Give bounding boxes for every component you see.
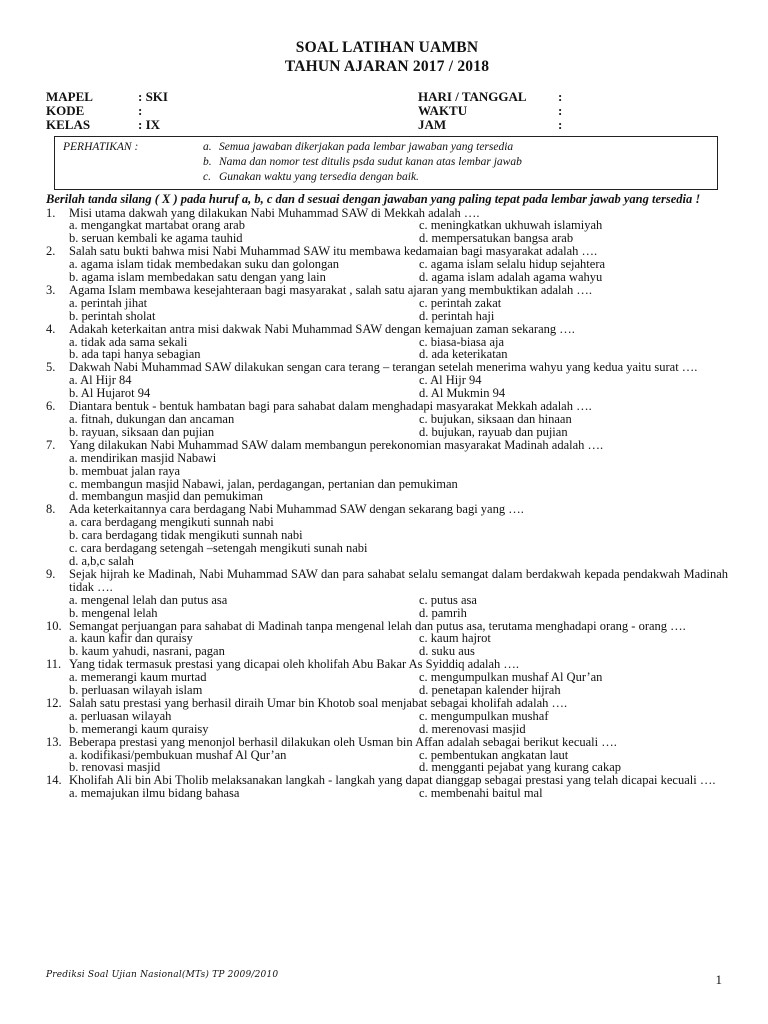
option-list [69,219,728,245]
notice-item [203,170,522,185]
notice-letter: b. [203,156,212,168]
notice-list [203,140,522,185]
question-text: Kholifah Ali bin Abi Tholib melaksanakan langkah - langkah yang dapat dianggap sebagai prestasi yang telah dicapai kecuali …. [69,773,716,788]
info-value: : [558,117,563,132]
question-text: Yang tidak termasuk prestasi yang dicapai oleh kholifah Abu Bakar As Syiddiq adalah …. [69,657,520,672]
answer-option: a. kodifikasi/pembukuan mushaf Al Qur’an [69,747,287,762]
question-number: 12. [46,695,62,710]
question-number: 10. [46,618,62,633]
info-value: : IX [138,117,161,132]
option-list [69,787,728,800]
question-text: Diantara bentuk - bentuk hambatan bagi para sahabat dalam menghadapi masyarakat Mekkah adalah …. [69,399,592,414]
question [46,774,728,800]
answer-option: b. agama islam membedakan satu dengan yang lain [69,270,326,285]
info-label: MAPEL [46,89,93,104]
question [46,400,728,439]
notice-letter: a. [203,141,212,153]
question-number: 7. [46,437,56,452]
info-row [46,118,728,132]
question [46,245,728,284]
answer-option: d. membangun masjid dan pemukiman [69,489,264,504]
answer-option: d. a,b,c salah [69,553,134,568]
question-text: Sejak hijrah ke Madinah, Nabi Muhammad SAW dan para sahabat selalu semangat dalam berdakwah kepada pendakwah Madinah tidak …. [69,566,728,594]
answer-option: c. agama islam selalu hidup sejahtera [419,257,606,272]
option-list [69,336,728,362]
question-body [69,400,728,439]
question-body [69,697,728,736]
answer-option: d. perintah haji [419,308,495,323]
answer-option: d. penetapan kalender hijrah [419,683,561,698]
question-number: 13. [46,734,62,749]
question-number: 14. [46,773,62,788]
answer-option: a. agama islam tidak membedakan suku dan golongan [69,257,340,272]
question-body [69,503,728,568]
answer-option: d. bujukan, rayuab dan pujian [419,424,568,439]
answer-option: a. mengenal lelah dan putus asa [69,592,228,607]
answer-option: a. cara berdagang mengikuti sunnah nabi [69,515,274,530]
answer-option: c. kaum hajrot [419,631,491,646]
notice-letter: c. [203,171,211,183]
option-list [69,374,728,400]
answer-option: b. Al Hujarot 94 [69,386,151,401]
info-row [46,104,728,118]
notice-text: Nama dan nomor test ditulis psda sudut kanan atas lembar jawab [219,156,522,168]
question-number: 11. [46,657,62,672]
question-text: Dakwah Nabi Muhammad SAW dilakukan sengan cara terang – terangan setelah menerima wahyu yang kedua yaitu surat …. [69,360,698,375]
question [46,620,728,659]
option-list [69,710,728,736]
question-text: Yang dilakukan Nabi Muhammad SAW dalam membangun perekonomian masyarakat Madinah adalah …. [69,437,604,452]
page-number: 1 [715,972,722,987]
info-value: : [558,89,563,104]
answer-option: c. bujukan, siksaan dan hinaan [419,412,572,426]
question-number: 3. [46,282,56,297]
answer-option: c. perintah zakat [419,295,502,310]
question [46,323,728,362]
info-left [46,90,418,104]
footer-caption: Prediksi Soal Ujian Nasional(MTs) TP 2009/2010 [46,970,279,980]
question-body [69,361,728,400]
question-number: 9. [46,566,56,581]
exam-title [46,38,728,76]
option-list [69,671,728,697]
question-text: Semangat perjuangan para sahabat di Madinah tanpa mengenal lelah dan putus asa, terutama menghadapi orang - orang …. [69,618,686,633]
answer-option: b. perluasan wilayah islam [69,683,203,698]
question [46,736,728,775]
question-body [69,568,728,620]
question-body [69,620,728,659]
question-body [69,207,728,246]
question-number: 8. [46,502,56,517]
question-text: Salah satu bukti bahwa misi Nabi Muhammad SAW itu membawa kedamaian bagi masyarakat adalah …. [69,244,598,259]
question-text: Ada keterkaitannya cara berdagang Nabi Muhammad SAW dengan sekarang bagi yang …. [69,502,524,517]
question-number: 5. [46,360,56,375]
question-body [69,284,728,323]
title-line-1: SOAL LATIHAN UAMBN [295,39,479,56]
answer-option: d. suku aus [419,644,475,659]
option-list [69,516,728,568]
question-number: 6. [46,399,56,414]
info-right [418,118,562,132]
question-number: 2. [46,244,56,259]
answer-option: b. memerangi kaum quraisy [69,721,209,736]
answer-option: a. memajukan ilmu bidang bahasa [69,786,240,801]
answer-option: a. Al Hijr 84 [69,373,132,388]
answer-option: a. tidak ada sama sekali [69,334,188,349]
info-right [418,90,562,104]
info-label: HARI / TANGGAL [418,89,527,104]
option-list [69,452,728,504]
answer-option: b. perintah sholat [69,308,156,323]
answer-option: c. membangun masjid Nabawi, jalan, perdagangan, pertanian dan pemukiman [69,476,458,491]
answer-option: c. cara berdagang setengah –setengah mengikuti sunah nabi [69,541,368,556]
answer-option: c. mengumpulkan mushaf [419,708,549,723]
answer-option: b. rayuan, siksaan dan pujian [69,424,215,439]
option-list [69,413,728,439]
question-number: 1. [46,205,56,220]
notice-heading: PERHATIKAN : [63,141,139,153]
answer-option: d. ada keterikatan [419,347,508,362]
question-text: Salah satu prestasi yang berhasil diraih Umar bin Khotob soal menjabat sebagai kholifah adalah …. [69,695,568,710]
question-body [69,323,728,362]
answer-option: d. mempersatukan bangsa arab [419,231,574,246]
question-body [69,439,728,504]
answer-option: a. perintah jihat [69,295,148,310]
option-list [69,258,728,284]
answer-option: b. kaum yahudi, nasrani, pagan [69,644,225,659]
notice-item [203,155,522,170]
answer-option: a. mengangkat martabat orang arab [69,218,245,233]
answer-option: a. kaun kafir dan quraisy [69,631,193,646]
answer-option: b. seruan kembali ke agama tauhid [69,231,243,246]
info-left [46,104,418,118]
question [46,697,728,736]
info-value: : [558,103,563,118]
answer-option: b. mengenal lelah [69,605,158,620]
answer-option: c. mengumpulkan mushaf Al Qur’an [419,670,603,685]
info-left [46,118,418,132]
question [46,439,728,504]
option-list [69,749,728,775]
answer-option: c. pembentukan angkatan laut [419,747,569,762]
answer-option: b. cara berdagang tidak mengikuti sunnah nabi [69,528,303,543]
question [46,284,728,323]
answer-option: c. Al Hijr 94 [419,373,482,388]
question-text: Adakah keterkaitan antra misi dakwak Nabi Muhammad SAW dengan kemajuan zaman sekarang …. [69,321,575,336]
question-text: Agama Islam membawa kesejahteraan bagi masyarakat , salah satu ajaran yang membuktikan adalah …. [69,282,593,297]
answer-option: d. Al Mukmin 94 [419,386,506,401]
question-body [69,774,728,800]
question-text: Beberapa prestasi yang menonjol berhasil dilakukan oleh Usman bin Affan adalah sebagai berikut kecuali …. [69,734,617,749]
info-row [46,90,728,104]
info-value: : [138,103,143,118]
info-right [418,104,562,118]
question-text: Misi utama dakwah yang dilakukan Nabi Muhammad SAW di Mekkah adalah …. [69,205,480,220]
title-line-2: TAHUN AJARAN 2017 / 2018 [284,58,490,75]
answer-option: a. memerangi kaum murtad [69,670,207,685]
answer-option: d. pamrih [419,605,467,620]
question-number: 4. [46,321,56,336]
exam-info-block [46,90,728,132]
option-list [69,594,728,620]
answer-option: a. perluasan wilayah [69,708,172,723]
notice-item [203,140,522,155]
answer-option: c. putus asa [419,592,477,607]
info-label: KODE [46,103,85,118]
instruction-text: Berilah tanda silang ( X ) pada huruf a, b, c dan d sesuai dengan jawaban yang paling tepat pada lembar jawab yang tersedia ! [46,192,701,206]
answer-option: d. merenovasi masjid [419,721,526,736]
answer-option: a. fitnah, dukungan dan ancaman [69,412,235,426]
notice-box [54,136,718,190]
question [46,361,728,400]
answer-option: c. meningkatkan ukhuwah islamiyah [419,218,603,233]
answer-option: b. ada tapi hanya sebagian [69,347,201,362]
question-list [46,207,728,801]
info-label: WAKTU [418,103,468,118]
info-value: : SKI [138,89,168,104]
question [46,658,728,697]
question [46,207,728,246]
info-label: JAM [418,117,447,132]
answer-option: b. renovasi masjid [69,760,161,775]
answer-option: a. mendirikan masjid Nabawi [69,450,217,465]
answer-option: b. membuat jalan raya [69,463,181,478]
question [46,503,728,568]
answer-option: d. agama islam adalah agama wahyu [419,270,603,285]
notice-text: Semua jawaban dikerjakan pada lembar jawaban yang tersedia [219,141,514,153]
answer-option: c. membenahi baitul mal [419,786,543,801]
question-body [69,245,728,284]
info-label: KELAS [46,117,91,132]
notice-text: Gunakan waktu yang tersedia dengan baik. [219,171,419,183]
option-list [69,632,728,658]
question-body [69,736,728,775]
answer-option: c. biasa-biasa aja [419,334,505,349]
option-list [69,297,728,323]
answer-option: d. mengganti pejabat yang kurang cakap [419,760,622,775]
question [46,568,728,620]
question-body [69,658,728,697]
